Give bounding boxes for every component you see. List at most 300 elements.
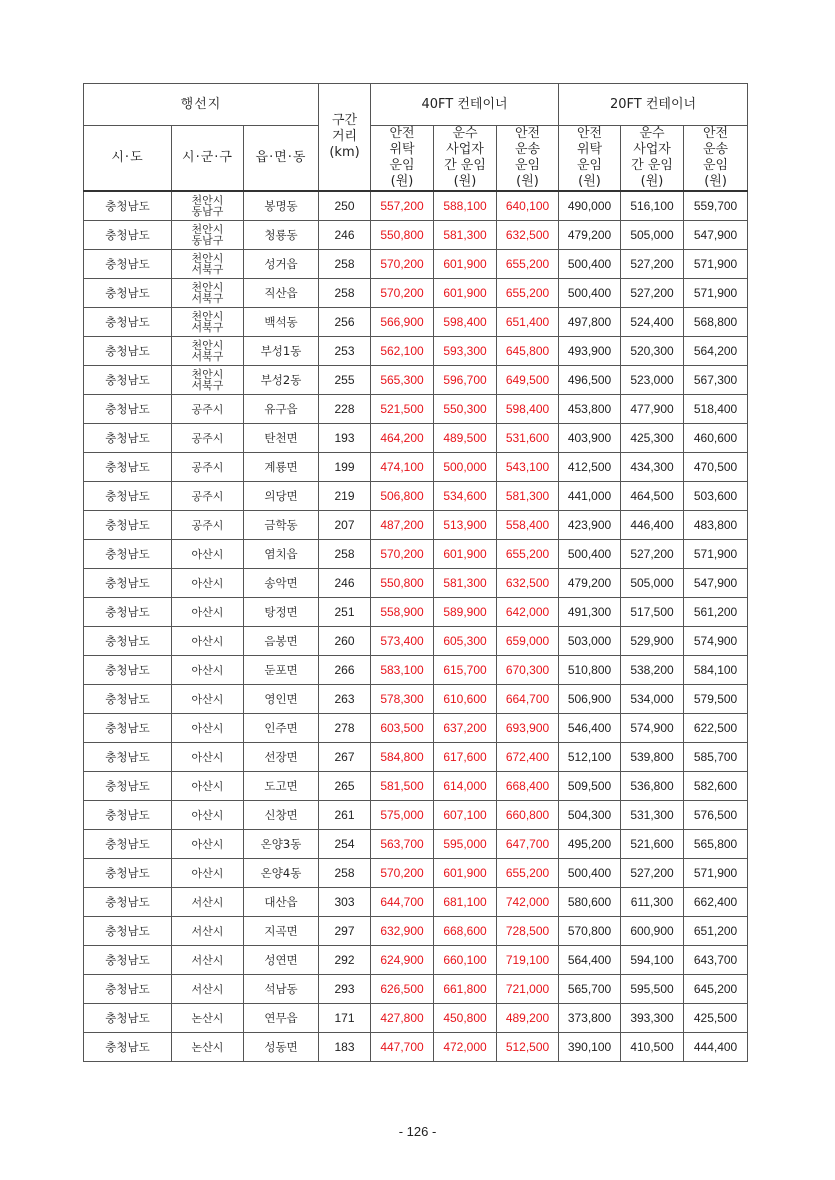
cell-sigungu: 서산시 [172,946,244,975]
cell-eupmyeondong: 탄천면 [244,424,319,453]
cell-20ft-carrier-rate: 536,800 [621,772,684,801]
cell-sido: 충청남도 [84,946,172,975]
cell-40ft-carrier-rate: 601,900 [434,250,497,279]
cell-40ft-safe-consign-rate: 447,700 [371,1033,434,1062]
cell-eupmyeondong: 도고면 [244,772,319,801]
cell-40ft-safe-consign-rate: 550,800 [371,221,434,250]
cell-sigungu: 아산시 [172,830,244,859]
cell-20ft-safe-transport-rate: 579,500 [684,685,748,714]
header-20ft-carrier-rate: 운수 사업자 간 운임 (원) [621,126,684,192]
cell-20ft-carrier-rate: 517,500 [621,598,684,627]
cell-sido: 충청남도 [84,685,172,714]
cell-40ft-carrier-rate: 450,800 [434,1004,497,1033]
cell-sigungu: 아산시 [172,714,244,743]
cell-20ft-carrier-rate: 534,000 [621,685,684,714]
cell-distance: 292 [319,946,371,975]
header-40ft-safe-consign-rate: 안전 위탁 운임 (원) [371,126,434,192]
cell-20ft-safe-transport-rate: 460,600 [684,424,748,453]
cell-40ft-safe-consign-rate: 570,200 [371,250,434,279]
header-eupmyeondong: 읍·면·동 [244,126,319,192]
cell-20ft-safe-transport-rate: 565,800 [684,830,748,859]
cell-20ft-carrier-rate: 529,900 [621,627,684,656]
cell-40ft-carrier-rate: 614,000 [434,772,497,801]
cell-20ft-safe-transport-rate: 559,700 [684,191,748,221]
cell-20ft-safe-transport-rate: 561,200 [684,598,748,627]
cell-20ft-safe-consign-rate: 546,400 [559,714,621,743]
table-row [84,482,748,511]
cell-40ft-safe-transport-rate: 655,200 [497,250,559,279]
cell-sido: 충청남도 [84,511,172,540]
cell-20ft-safe-consign-rate: 497,800 [559,308,621,337]
cell-20ft-carrier-rate: 527,200 [621,250,684,279]
cell-40ft-safe-transport-rate: 670,300 [497,656,559,685]
cell-40ft-carrier-rate: 489,500 [434,424,497,453]
cell-sigungu: 아산시 [172,540,244,569]
cell-sigungu: 아산시 [172,569,244,598]
cell-20ft-safe-consign-rate: 441,000 [559,482,621,511]
cell-20ft-safe-transport-rate: 571,900 [684,859,748,888]
cell-distance: 278 [319,714,371,743]
cell-40ft-safe-transport-rate: 531,600 [497,424,559,453]
header-sido: 시·도 [84,126,172,192]
cell-20ft-safe-consign-rate: 500,400 [559,279,621,308]
cell-40ft-safe-consign-rate: 624,900 [371,946,434,975]
cell-20ft-carrier-rate: 505,000 [621,221,684,250]
cell-20ft-safe-consign-rate: 493,900 [559,337,621,366]
cell-20ft-safe-consign-rate: 453,800 [559,395,621,424]
cell-40ft-safe-consign-rate: 474,100 [371,453,434,482]
cell-20ft-safe-consign-rate: 570,800 [559,917,621,946]
cell-20ft-safe-transport-rate: 651,200 [684,917,748,946]
cell-distance: 250 [319,191,371,221]
table-row [84,917,748,946]
table-row [84,656,748,685]
table-row [84,801,748,830]
cell-20ft-safe-consign-rate: 423,900 [559,511,621,540]
table-row [84,191,748,221]
header-40ft-carrier-rate: 운수 사업자 간 운임 (원) [434,126,497,192]
cell-20ft-carrier-rate: 516,100 [621,191,684,221]
cell-eupmyeondong: 유구읍 [244,395,319,424]
cell-40ft-safe-transport-rate: 659,000 [497,627,559,656]
cell-40ft-carrier-rate: 596,700 [434,366,497,395]
cell-sido: 충청남도 [84,540,172,569]
table-row [84,395,748,424]
cell-40ft-safe-transport-rate: 651,400 [497,308,559,337]
table-body [84,191,748,1062]
cell-40ft-safe-consign-rate: 427,800 [371,1004,434,1033]
cell-distance: 246 [319,569,371,598]
cell-40ft-safe-transport-rate: 642,000 [497,598,559,627]
cell-distance: 258 [319,279,371,308]
cell-distance: 266 [319,656,371,685]
cell-20ft-safe-transport-rate: 571,900 [684,250,748,279]
cell-distance: 297 [319,917,371,946]
cell-20ft-safe-transport-rate: 645,200 [684,975,748,1004]
table-row [84,1033,748,1062]
cell-sigungu: 천안시 동남구 [172,191,244,221]
cell-sigungu: 아산시 [172,743,244,772]
cell-40ft-carrier-rate: 500,000 [434,453,497,482]
cell-sido: 충청남도 [84,395,172,424]
cell-40ft-carrier-rate: 601,900 [434,279,497,308]
cell-20ft-safe-consign-rate: 496,500 [559,366,621,395]
cell-40ft-safe-transport-rate: 543,100 [497,453,559,482]
cell-sigungu: 공주시 [172,482,244,511]
cell-eupmyeondong: 성거읍 [244,250,319,279]
cell-40ft-safe-consign-rate: 581,500 [371,772,434,801]
cell-sido: 충청남도 [84,830,172,859]
cell-40ft-safe-transport-rate: 649,500 [497,366,559,395]
cell-20ft-safe-consign-rate: 506,900 [559,685,621,714]
cell-20ft-safe-consign-rate: 479,200 [559,569,621,598]
cell-eupmyeondong: 대산읍 [244,888,319,917]
cell-20ft-safe-consign-rate: 373,800 [559,1004,621,1033]
cell-20ft-carrier-rate: 520,300 [621,337,684,366]
cell-40ft-carrier-rate: 513,900 [434,511,497,540]
cell-sigungu: 아산시 [172,801,244,830]
cell-40ft-safe-consign-rate: 521,500 [371,395,434,424]
cell-20ft-carrier-rate: 611,300 [621,888,684,917]
cell-sido: 충청남도 [84,191,172,221]
cell-eupmyeondong: 부성2동 [244,366,319,395]
cell-40ft-safe-consign-rate: 570,200 [371,859,434,888]
cell-40ft-safe-consign-rate: 563,700 [371,830,434,859]
cell-sido: 충청남도 [84,598,172,627]
cell-distance: 256 [319,308,371,337]
cell-20ft-carrier-rate: 527,200 [621,279,684,308]
cell-distance: 258 [319,540,371,569]
cell-distance: 258 [319,250,371,279]
cell-sido: 충청남도 [84,250,172,279]
cell-20ft-safe-transport-rate: 585,700 [684,743,748,772]
table-row [84,250,748,279]
cell-sido: 충청남도 [84,453,172,482]
cell-eupmyeondong: 성연면 [244,946,319,975]
cell-sigungu: 아산시 [172,772,244,801]
cell-40ft-carrier-rate: 637,200 [434,714,497,743]
table-row [84,337,748,366]
cell-distance: 293 [319,975,371,1004]
table-row [84,569,748,598]
cell-eupmyeondong: 백석동 [244,308,319,337]
cell-40ft-safe-transport-rate: 558,400 [497,511,559,540]
cell-sido: 충청남도 [84,888,172,917]
cell-eupmyeondong: 부성1동 [244,337,319,366]
cell-sigungu: 천안시 서북구 [172,279,244,308]
cell-20ft-carrier-rate: 524,400 [621,308,684,337]
cell-eupmyeondong: 인주면 [244,714,319,743]
cell-eupmyeondong: 의당면 [244,482,319,511]
cell-40ft-carrier-rate: 661,800 [434,975,497,1004]
cell-distance: 263 [319,685,371,714]
cell-sido: 충청남도 [84,221,172,250]
cell-distance: 265 [319,772,371,801]
table-row [84,772,748,801]
cell-sido: 충청남도 [84,743,172,772]
cell-20ft-safe-transport-rate: 564,200 [684,337,748,366]
cell-40ft-safe-transport-rate: 728,500 [497,917,559,946]
cell-40ft-safe-transport-rate: 655,200 [497,279,559,308]
cell-sido: 충청남도 [84,627,172,656]
cell-distance: 261 [319,801,371,830]
cell-sigungu: 천안시 서북구 [172,337,244,366]
cell-20ft-safe-consign-rate: 491,300 [559,598,621,627]
cell-eupmyeondong: 염치읍 [244,540,319,569]
cell-20ft-safe-transport-rate: 483,800 [684,511,748,540]
cell-sido: 충청남도 [84,859,172,888]
cell-40ft-safe-consign-rate: 506,800 [371,482,434,511]
table-row [84,743,748,772]
cell-40ft-carrier-rate: 593,300 [434,337,497,366]
cell-20ft-carrier-rate: 410,500 [621,1033,684,1062]
cell-20ft-safe-transport-rate: 444,400 [684,1033,748,1062]
cell-20ft-safe-consign-rate: 504,300 [559,801,621,830]
cell-20ft-safe-transport-rate: 584,100 [684,656,748,685]
cell-20ft-carrier-rate: 538,200 [621,656,684,685]
cell-sigungu: 논산시 [172,1004,244,1033]
cell-40ft-safe-transport-rate: 655,200 [497,540,559,569]
table-row [84,714,748,743]
table-row [84,946,748,975]
cell-20ft-safe-consign-rate: 500,400 [559,250,621,279]
table-row [84,830,748,859]
cell-40ft-safe-consign-rate: 578,300 [371,685,434,714]
cell-40ft-safe-consign-rate: 566,900 [371,308,434,337]
table-row [84,975,748,1004]
cell-20ft-carrier-rate: 434,300 [621,453,684,482]
cell-40ft-safe-consign-rate: 644,700 [371,888,434,917]
cell-40ft-carrier-rate: 610,600 [434,685,497,714]
cell-40ft-safe-transport-rate: 489,200 [497,1004,559,1033]
cell-40ft-safe-transport-rate: 672,400 [497,743,559,772]
table-row [84,308,748,337]
cell-eupmyeondong: 봉명동 [244,191,319,221]
cell-40ft-carrier-rate: 581,300 [434,569,497,598]
cell-40ft-carrier-rate: 534,600 [434,482,497,511]
cell-20ft-carrier-rate: 527,200 [621,540,684,569]
cell-40ft-safe-transport-rate: 645,800 [497,337,559,366]
cell-sigungu: 서산시 [172,888,244,917]
cell-sigungu: 공주시 [172,395,244,424]
header-20ft-safe-transport-rate: 안전 운송 운임 (원) [684,126,748,192]
cell-distance: 228 [319,395,371,424]
cell-sigungu: 천안시 서북구 [172,366,244,395]
cell-20ft-safe-consign-rate: 500,400 [559,540,621,569]
cell-sigungu: 아산시 [172,685,244,714]
cell-40ft-carrier-rate: 605,300 [434,627,497,656]
cell-40ft-safe-transport-rate: 660,800 [497,801,559,830]
cell-sido: 충청남도 [84,975,172,1004]
cell-20ft-safe-transport-rate: 518,400 [684,395,748,424]
page-number: - 126 - [398,1124,437,1139]
cell-distance: 303 [319,888,371,917]
cell-40ft-carrier-rate: 601,900 [434,540,497,569]
cell-40ft-carrier-rate: 660,100 [434,946,497,975]
cell-sido: 충청남도 [84,1033,172,1062]
cell-20ft-safe-transport-rate: 622,500 [684,714,748,743]
cell-sido: 충청남도 [84,714,172,743]
cell-40ft-safe-consign-rate: 603,500 [371,714,434,743]
header-40ft-container: 40FT 컨테이너 [371,84,559,126]
header-40ft-safe-transport-rate: 안전 운송 운임 (원) [497,126,559,192]
cell-eupmyeondong: 송악면 [244,569,319,598]
cell-eupmyeondong: 석남동 [244,975,319,1004]
cell-40ft-safe-consign-rate: 562,100 [371,337,434,366]
cell-40ft-safe-transport-rate: 664,700 [497,685,559,714]
cell-sido: 충청남도 [84,308,172,337]
cell-distance: 253 [319,337,371,366]
cell-20ft-carrier-rate: 531,300 [621,801,684,830]
cell-eupmyeondong: 영인면 [244,685,319,714]
cell-eupmyeondong: 신창면 [244,801,319,830]
cell-40ft-safe-transport-rate: 742,000 [497,888,559,917]
cell-distance: 255 [319,366,371,395]
cell-40ft-safe-consign-rate: 573,400 [371,627,434,656]
table-row [84,859,748,888]
cell-sido: 충청남도 [84,337,172,366]
table-row [84,279,748,308]
cell-20ft-carrier-rate: 523,000 [621,366,684,395]
cell-20ft-safe-transport-rate: 582,600 [684,772,748,801]
cell-distance: 254 [319,830,371,859]
cell-sido: 충청남도 [84,366,172,395]
cell-40ft-carrier-rate: 472,000 [434,1033,497,1062]
cell-sido: 충청남도 [84,917,172,946]
cell-eupmyeondong: 온양4동 [244,859,319,888]
cell-eupmyeondong: 둔포면 [244,656,319,685]
cell-20ft-carrier-rate: 446,400 [621,511,684,540]
table-row [84,685,748,714]
cell-40ft-safe-consign-rate: 557,200 [371,191,434,221]
cell-40ft-carrier-rate: 595,000 [434,830,497,859]
table-row [84,366,748,395]
cell-eupmyeondong: 연무읍 [244,1004,319,1033]
cell-40ft-safe-consign-rate: 575,000 [371,801,434,830]
cell-sigungu: 공주시 [172,424,244,453]
cell-20ft-safe-transport-rate: 662,400 [684,888,748,917]
cell-40ft-safe-transport-rate: 640,100 [497,191,559,221]
cell-eupmyeondong: 선장면 [244,743,319,772]
cell-eupmyeondong: 직산읍 [244,279,319,308]
table-row [84,221,748,250]
cell-sigungu: 서산시 [172,917,244,946]
cell-sigungu: 공주시 [172,453,244,482]
cell-eupmyeondong: 온양3동 [244,830,319,859]
cell-40ft-safe-consign-rate: 464,200 [371,424,434,453]
cell-distance: 183 [319,1033,371,1062]
cell-20ft-safe-consign-rate: 503,000 [559,627,621,656]
cell-40ft-carrier-rate: 601,900 [434,859,497,888]
cell-40ft-safe-transport-rate: 581,300 [497,482,559,511]
cell-sigungu: 아산시 [172,627,244,656]
cell-20ft-safe-transport-rate: 643,700 [684,946,748,975]
cell-sido: 충청남도 [84,279,172,308]
cell-distance: 193 [319,424,371,453]
cell-sigungu: 아산시 [172,859,244,888]
cell-sido: 충청남도 [84,482,172,511]
cell-eupmyeondong: 음봉면 [244,627,319,656]
table-row [84,1004,748,1033]
cell-sido: 충청남도 [84,801,172,830]
cell-40ft-safe-transport-rate: 598,400 [497,395,559,424]
cell-40ft-safe-consign-rate: 487,200 [371,511,434,540]
cell-20ft-carrier-rate: 521,600 [621,830,684,859]
cell-40ft-carrier-rate: 607,100 [434,801,497,830]
header-destination: 행선지 [84,84,319,126]
cell-40ft-safe-transport-rate: 632,500 [497,221,559,250]
cell-sido: 충청남도 [84,772,172,801]
cell-20ft-carrier-rate: 594,100 [621,946,684,975]
cell-20ft-carrier-rate: 477,900 [621,395,684,424]
cell-40ft-carrier-rate: 588,100 [434,191,497,221]
table-row [84,511,748,540]
cell-20ft-safe-consign-rate: 580,600 [559,888,621,917]
cell-sigungu: 논산시 [172,1033,244,1062]
cell-20ft-safe-consign-rate: 509,500 [559,772,621,801]
cell-20ft-safe-transport-rate: 574,900 [684,627,748,656]
cell-20ft-carrier-rate: 464,500 [621,482,684,511]
cell-40ft-carrier-rate: 598,400 [434,308,497,337]
cell-40ft-safe-consign-rate: 632,900 [371,917,434,946]
cell-20ft-safe-consign-rate: 403,900 [559,424,621,453]
cell-distance: 251 [319,598,371,627]
cell-sigungu: 천안시 서북구 [172,308,244,337]
cell-40ft-safe-transport-rate: 719,100 [497,946,559,975]
cell-40ft-carrier-rate: 668,600 [434,917,497,946]
cell-20ft-safe-consign-rate: 479,200 [559,221,621,250]
cell-40ft-safe-consign-rate: 626,500 [371,975,434,1004]
cell-40ft-safe-consign-rate: 565,300 [371,366,434,395]
cell-20ft-carrier-rate: 527,200 [621,859,684,888]
cell-20ft-carrier-rate: 595,500 [621,975,684,1004]
cell-eupmyeondong: 탕정면 [244,598,319,627]
cell-sigungu: 아산시 [172,656,244,685]
header-sigungu: 시·군·구 [172,126,244,192]
cell-40ft-safe-transport-rate: 655,200 [497,859,559,888]
cell-distance: 258 [319,859,371,888]
cell-40ft-safe-consign-rate: 583,100 [371,656,434,685]
cell-20ft-safe-transport-rate: 571,900 [684,279,748,308]
cell-40ft-safe-consign-rate: 570,200 [371,279,434,308]
header-20ft-container: 20FT 컨테이너 [559,84,748,126]
cell-40ft-safe-transport-rate: 647,700 [497,830,559,859]
cell-eupmyeondong: 청룡동 [244,221,319,250]
cell-20ft-safe-consign-rate: 412,500 [559,453,621,482]
cell-40ft-carrier-rate: 589,900 [434,598,497,627]
cell-distance: 267 [319,743,371,772]
cell-distance: 246 [319,221,371,250]
cell-40ft-safe-transport-rate: 512,500 [497,1033,559,1062]
cell-sigungu: 공주시 [172,511,244,540]
header-20ft-safe-consign-rate: 안전 위탁 운임 (원) [559,126,621,192]
cell-40ft-safe-consign-rate: 570,200 [371,540,434,569]
table-row [84,627,748,656]
cell-sido: 충청남도 [84,1004,172,1033]
cell-distance: 171 [319,1004,371,1033]
cell-20ft-safe-consign-rate: 564,400 [559,946,621,975]
cell-sigungu: 천안시 동남구 [172,221,244,250]
table-row [84,888,748,917]
cell-sigungu: 천안시 서북구 [172,250,244,279]
cell-40ft-carrier-rate: 681,100 [434,888,497,917]
cell-20ft-safe-consign-rate: 565,700 [559,975,621,1004]
cell-eupmyeondong: 계룡면 [244,453,319,482]
cell-20ft-safe-transport-rate: 568,800 [684,308,748,337]
cell-20ft-safe-transport-rate: 567,300 [684,366,748,395]
cell-distance: 219 [319,482,371,511]
cell-20ft-safe-transport-rate: 547,900 [684,221,748,250]
